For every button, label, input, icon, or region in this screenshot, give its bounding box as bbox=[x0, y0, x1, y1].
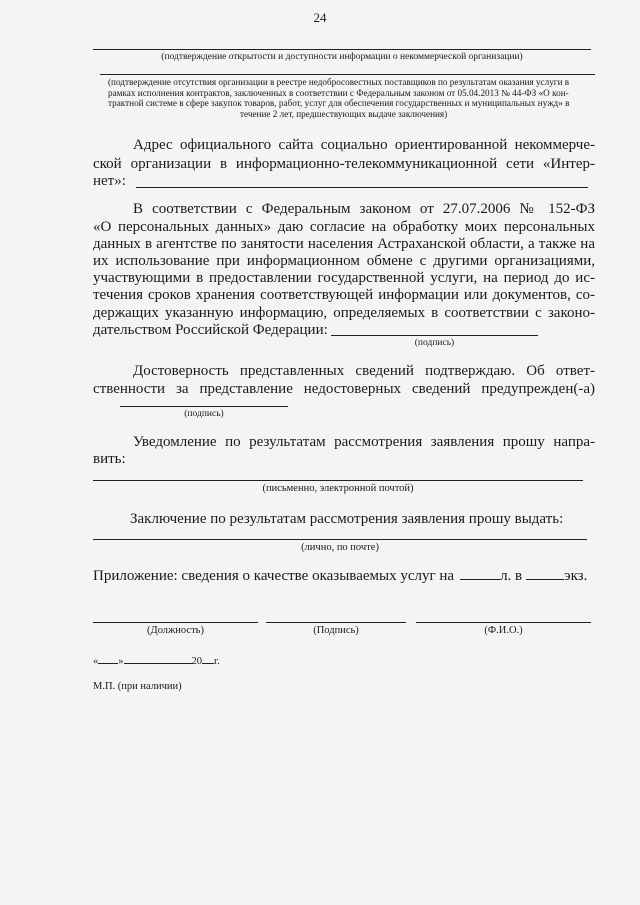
position-caption: (Должность) bbox=[147, 625, 204, 636]
conclusion-method-field[interactable] bbox=[93, 539, 587, 540]
consent-text-line: данных в агентстве по занятости населения Астраханской области, а также на bbox=[93, 236, 595, 252]
day-field[interactable] bbox=[98, 653, 118, 664]
reliability-signature-caption: (подпись) bbox=[184, 409, 224, 419]
registry-note-line: рамках исполнения контрактов, заключенных в соответствии с Федеральным законом от 05.04.2013 № 44-ФЗ «О кон- bbox=[108, 87, 569, 98]
year-prefix: 20 bbox=[191, 656, 202, 667]
attachment-suffix: экз. bbox=[564, 568, 588, 584]
attachment-middle: л. в bbox=[500, 568, 523, 584]
notification-method-field[interactable] bbox=[93, 480, 583, 481]
full-name-field[interactable] bbox=[416, 622, 591, 623]
year-suffix: г. bbox=[214, 656, 220, 667]
consent-text-line: их использование при информационном обмене с другими организациями, bbox=[93, 253, 595, 269]
consent-text-line: «О персональных данных» даю согласие на обработку моих персональных bbox=[93, 219, 595, 235]
attachment-line bbox=[93, 566, 587, 585]
consent-text-line: дательством Российской Федерации: bbox=[93, 322, 328, 338]
consent-signature-caption: (подпись) bbox=[414, 338, 455, 348]
signature-caption: (Подпись) bbox=[313, 625, 359, 636]
signature-field[interactable] bbox=[266, 622, 406, 623]
date-open-quote: « bbox=[93, 656, 99, 667]
reliability-text-line: ственности за представление недостоверных сведений предупрежден(-а) bbox=[93, 381, 595, 397]
reliability-signature-field[interactable] bbox=[120, 406, 288, 407]
notification-method-caption: (письменно, электронной почтой) bbox=[262, 483, 414, 494]
attachment-pages-field[interactable] bbox=[460, 566, 500, 580]
consent-text-line: В соответствии с Федеральным законом от 27.07.2006 № 152-ФЗ bbox=[133, 201, 595, 217]
attachment-copies-field[interactable] bbox=[526, 566, 564, 580]
notification-text-line: вить: bbox=[93, 451, 126, 467]
year-field[interactable] bbox=[202, 653, 214, 664]
website-address-field[interactable] bbox=[136, 187, 588, 188]
month-field[interactable] bbox=[124, 653, 192, 664]
full-name-caption: (Ф.И.О.) bbox=[484, 625, 523, 636]
date-close-quote: » bbox=[118, 656, 124, 667]
position-field[interactable] bbox=[93, 622, 258, 623]
registry-line bbox=[100, 74, 595, 75]
website-text-line: Адрес официального сайта социально ориентированной некоммерче- bbox=[133, 137, 595, 153]
website-text-line: нет»: bbox=[93, 173, 126, 189]
consent-text-line: течения сроков хранения соответствующей информации или документов, со- bbox=[93, 287, 595, 303]
website-text-line: ской организации в информационно-телекоммуникационной сети «Интер- bbox=[93, 156, 595, 172]
consent-signature-field[interactable] bbox=[331, 335, 538, 336]
conclusion-method-caption: (лично, по почте) bbox=[301, 542, 379, 553]
reliability-text-line: Достоверность представленных сведений подтверждаю. Об ответ- bbox=[133, 363, 595, 379]
consent-text-line: держащих указанную информацию, определяемых в соответствии с законо- bbox=[93, 305, 595, 321]
attachment-prefix: Приложение: сведения о качестве оказываемых услуг на bbox=[93, 568, 455, 584]
stamp-placeholder: М.П. (при наличии) bbox=[93, 681, 182, 692]
date-line bbox=[93, 653, 220, 667]
registry-note-line: течение 2 лет, предшествующих выдаче заключения) bbox=[240, 108, 448, 119]
page-number: 24 bbox=[313, 10, 327, 25]
consent-text-line: участвующими в предоставлении государственной услуги, на период до ис- bbox=[93, 270, 595, 286]
registry-note-line: (подтверждение отсутствия организации в реестре недобросовестных поставщиков по результатам оказания услуги в bbox=[108, 77, 570, 87]
conclusion-text-line: Заключение по результатам рассмотрения заявления прошу выдать: bbox=[130, 511, 564, 527]
nko-info-line bbox=[93, 49, 591, 50]
notification-text-line: Уведомление по результатам рассмотрения заявления прошу напра- bbox=[133, 434, 595, 450]
nko-info-caption: (подтверждение открытости и доступности информации о некоммерческой организации) bbox=[161, 52, 523, 62]
registry-note-line: трактной системе в сфере закупок товаров, работ, услуг для обеспечения государственных и муниципальных нужд» в bbox=[108, 98, 570, 108]
